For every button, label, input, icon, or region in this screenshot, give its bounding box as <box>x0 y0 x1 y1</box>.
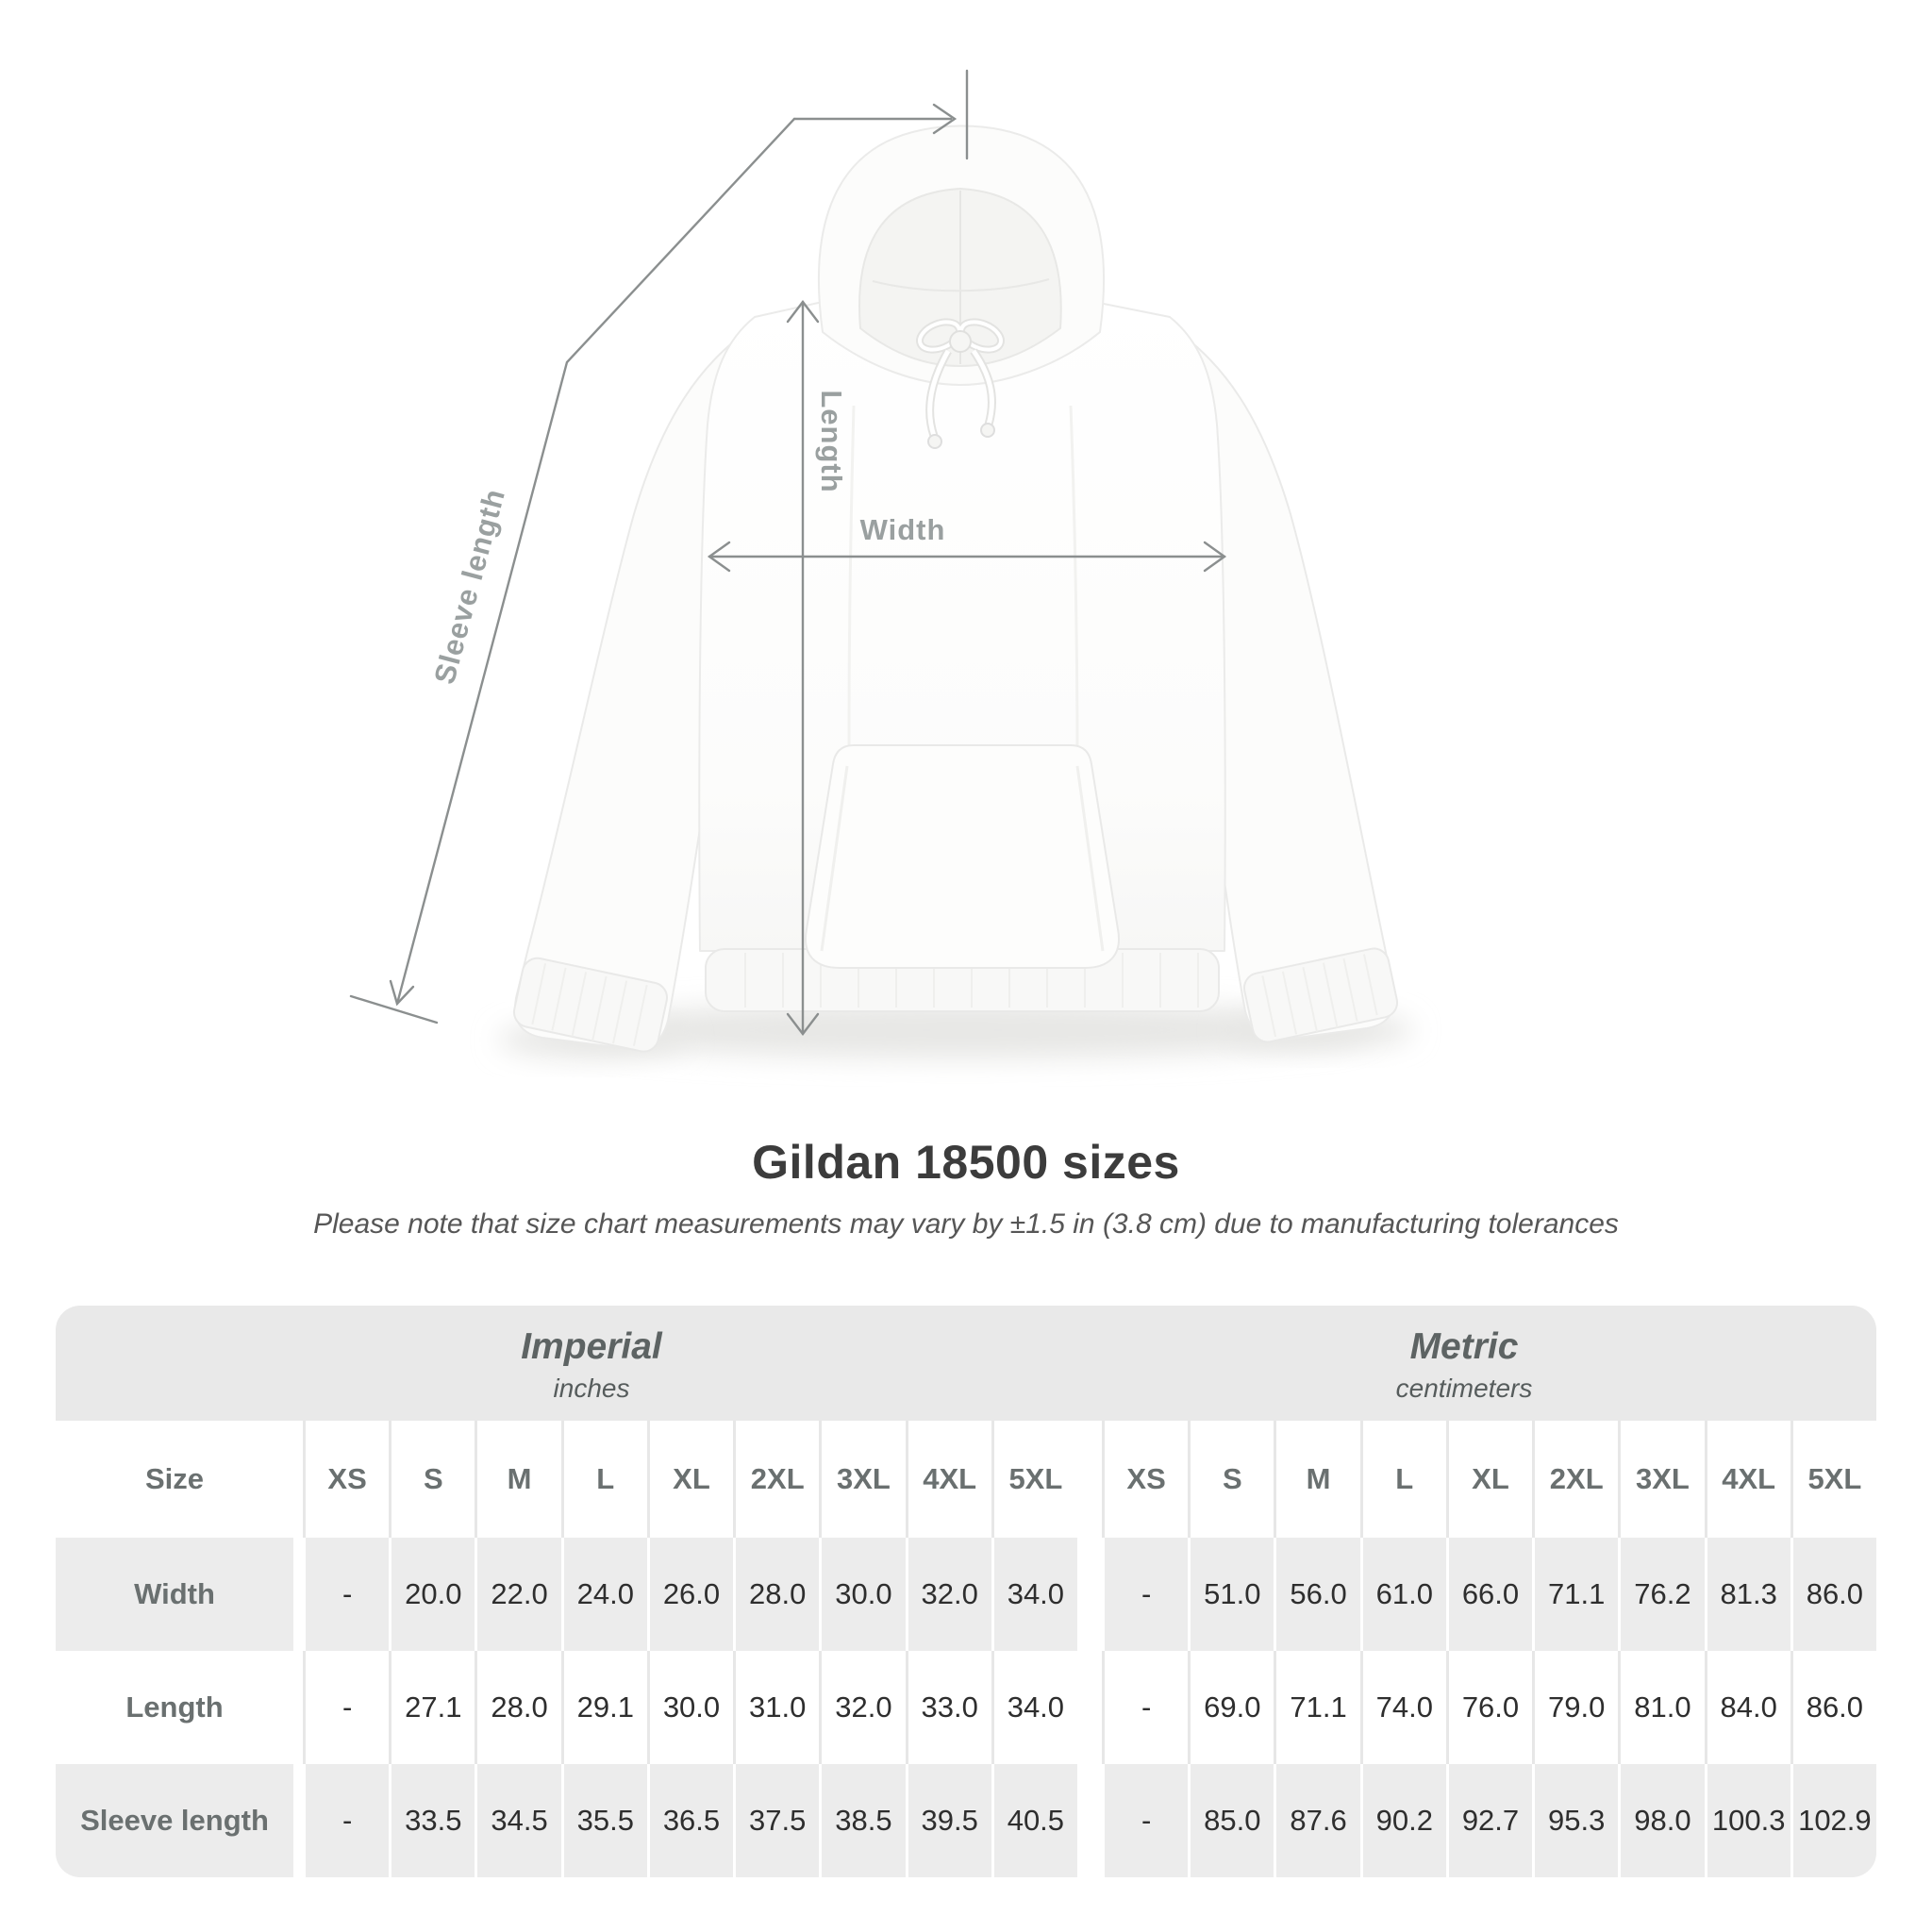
size-column-header: Size <box>56 1421 293 1538</box>
metric-unit: centimeters <box>1395 1374 1533 1403</box>
size-header-row <box>56 1421 1876 1538</box>
width-imperial-5xl: 34.0 <box>991 1538 1077 1651</box>
sleeve-length-metric-l: 90.2 <box>1360 1764 1446 1877</box>
size-header-metric-m: M <box>1274 1421 1359 1538</box>
size-header-metric-2xl: 2XL <box>1532 1421 1618 1538</box>
length-imperial-xs: - <box>303 1651 389 1764</box>
unit-gutter <box>1077 1421 1102 1538</box>
length-label: Length <box>814 390 848 493</box>
unit-group-metric <box>1181 1306 1747 1404</box>
width-metric-4xl: 81.3 <box>1705 1538 1790 1651</box>
width-imperial-xs: - <box>303 1538 389 1651</box>
unit-gutter <box>1077 1764 1102 1877</box>
hoodie-pocket <box>806 745 1119 968</box>
sleeve-length-imperial-s: 33.5 <box>389 1764 475 1877</box>
sleeve-length-metric-4xl: 100.3 <box>1705 1764 1790 1877</box>
width-metric-m: 56.0 <box>1274 1538 1359 1651</box>
imperial-label: Imperial <box>521 1326 662 1367</box>
sleeve-length-imperial-xs: - <box>303 1764 389 1877</box>
length-metric-xl: 76.0 <box>1446 1651 1532 1764</box>
sleeve-length-imperial-m: 34.5 <box>475 1764 560 1877</box>
size-header-metric-s: S <box>1188 1421 1274 1538</box>
width-imperial-l: 24.0 <box>561 1538 647 1651</box>
width-label: Width <box>859 513 946 546</box>
size-header-imperial-3xl: 3XL <box>819 1421 905 1538</box>
width-metric-3xl: 76.2 <box>1618 1538 1704 1651</box>
width-metric-s: 51.0 <box>1188 1538 1274 1651</box>
width-imperial-2xl: 28.0 <box>733 1538 819 1651</box>
width-metric-xl: 66.0 <box>1446 1538 1532 1651</box>
length-imperial-xl: 30.0 <box>647 1651 733 1764</box>
row-label-length: Length <box>56 1651 293 1764</box>
size-header-metric-l: L <box>1360 1421 1446 1538</box>
width-metric-2xl: 71.1 <box>1532 1538 1618 1651</box>
unit-group-imperial <box>308 1306 874 1404</box>
sleeve-length-imperial-3xl: 38.5 <box>819 1764 905 1877</box>
size-header-imperial-xs: XS <box>303 1421 389 1538</box>
size-header-metric-4xl: 4XL <box>1705 1421 1790 1538</box>
metric-label: Metric <box>1409 1326 1519 1367</box>
length-imperial-2xl: 31.0 <box>733 1651 819 1764</box>
sleeve-length-imperial-l: 35.5 <box>561 1764 647 1877</box>
size-header-imperial-m: M <box>475 1421 560 1538</box>
size-table <box>56 1306 1876 1877</box>
sleeve-length-imperial-2xl: 37.5 <box>733 1764 819 1877</box>
width-imperial-m: 22.0 <box>475 1538 560 1651</box>
length-metric-3xl: 81.0 <box>1618 1651 1704 1764</box>
length-imperial-3xl: 32.0 <box>819 1651 905 1764</box>
unit-gutter <box>1077 1651 1102 1764</box>
length-metric-l: 74.0 <box>1360 1651 1446 1764</box>
size-header-imperial-5xl: 5XL <box>991 1421 1077 1538</box>
size-header-imperial-4xl: 4XL <box>906 1421 991 1538</box>
sleeve-length-metric-5xl: 102.9 <box>1790 1764 1876 1877</box>
table-row-width <box>56 1538 1876 1651</box>
column-gutter <box>293 1764 303 1877</box>
sleeve-length-metric-xl: 92.7 <box>1446 1764 1532 1877</box>
length-metric-4xl: 84.0 <box>1705 1651 1790 1764</box>
length-imperial-l: 29.1 <box>561 1651 647 1764</box>
width-imperial-xl: 26.0 <box>647 1538 733 1651</box>
width-imperial-4xl: 32.0 <box>906 1538 991 1651</box>
size-header-imperial-l: L <box>561 1421 647 1538</box>
sleeve-length-imperial-xl: 36.5 <box>647 1764 733 1877</box>
length-imperial-5xl: 34.0 <box>991 1651 1077 1764</box>
width-metric-l: 61.0 <box>1360 1538 1446 1651</box>
size-header-imperial-xl: XL <box>647 1421 733 1538</box>
width-metric-5xl: 86.0 <box>1790 1538 1876 1651</box>
sleeve-length-label: Sleeve length <box>427 485 512 688</box>
length-metric-2xl: 79.0 <box>1532 1651 1618 1764</box>
sleeve-length-metric-s: 85.0 <box>1188 1764 1274 1877</box>
size-header-metric-xs: XS <box>1102 1421 1188 1538</box>
length-metric-5xl: 86.0 <box>1790 1651 1876 1764</box>
size-header-imperial-s: S <box>389 1421 475 1538</box>
row-label-width: Width <box>56 1538 293 1651</box>
sleeve-length-metric-xs: - <box>1102 1764 1188 1877</box>
column-gutter <box>293 1651 303 1764</box>
column-gutter <box>293 1538 303 1651</box>
tolerance-note: Please note that size chart measurements may vary by ±1.5 in (3.8 cm) due to manufacturing tolerances <box>313 1208 1619 1240</box>
row-label-sleeve-length: Sleeve length <box>56 1764 293 1877</box>
sleeve-length-metric-2xl: 95.3 <box>1532 1764 1618 1877</box>
width-imperial-3xl: 30.0 <box>819 1538 905 1651</box>
hoodie-image <box>511 126 1400 1055</box>
size-header-imperial-2xl: 2XL <box>733 1421 819 1538</box>
unit-header-band <box>56 1306 1876 1421</box>
table-row-length <box>56 1651 1876 1764</box>
sleeve-length-imperial-5xl: 40.5 <box>991 1764 1077 1877</box>
length-metric-m: 71.1 <box>1274 1651 1359 1764</box>
sleeve-length-imperial-4xl: 39.5 <box>906 1764 991 1877</box>
column-gutter <box>293 1421 303 1538</box>
size-header-metric-xl: XL <box>1446 1421 1532 1538</box>
sleeve-length-metric-m: 87.6 <box>1274 1764 1359 1877</box>
width-metric-xs: - <box>1102 1538 1188 1651</box>
size-header-metric-5xl: 5XL <box>1790 1421 1876 1538</box>
size-table-grid <box>56 1421 1876 1877</box>
unit-gutter <box>1077 1538 1102 1651</box>
length-metric-xs: - <box>1102 1651 1188 1764</box>
length-imperial-s: 27.1 <box>389 1651 475 1764</box>
length-metric-s: 69.0 <box>1188 1651 1274 1764</box>
length-imperial-m: 28.0 <box>475 1651 560 1764</box>
imperial-unit: inches <box>553 1374 630 1403</box>
table-row-sleeve-length <box>56 1764 1876 1877</box>
width-imperial-s: 20.0 <box>389 1538 475 1651</box>
page-title: Gildan 18500 sizes <box>752 1136 1180 1189</box>
length-imperial-4xl: 33.0 <box>906 1651 991 1764</box>
size-header-metric-3xl: 3XL <box>1618 1421 1704 1538</box>
sleeve-length-metric-3xl: 98.0 <box>1618 1764 1704 1877</box>
